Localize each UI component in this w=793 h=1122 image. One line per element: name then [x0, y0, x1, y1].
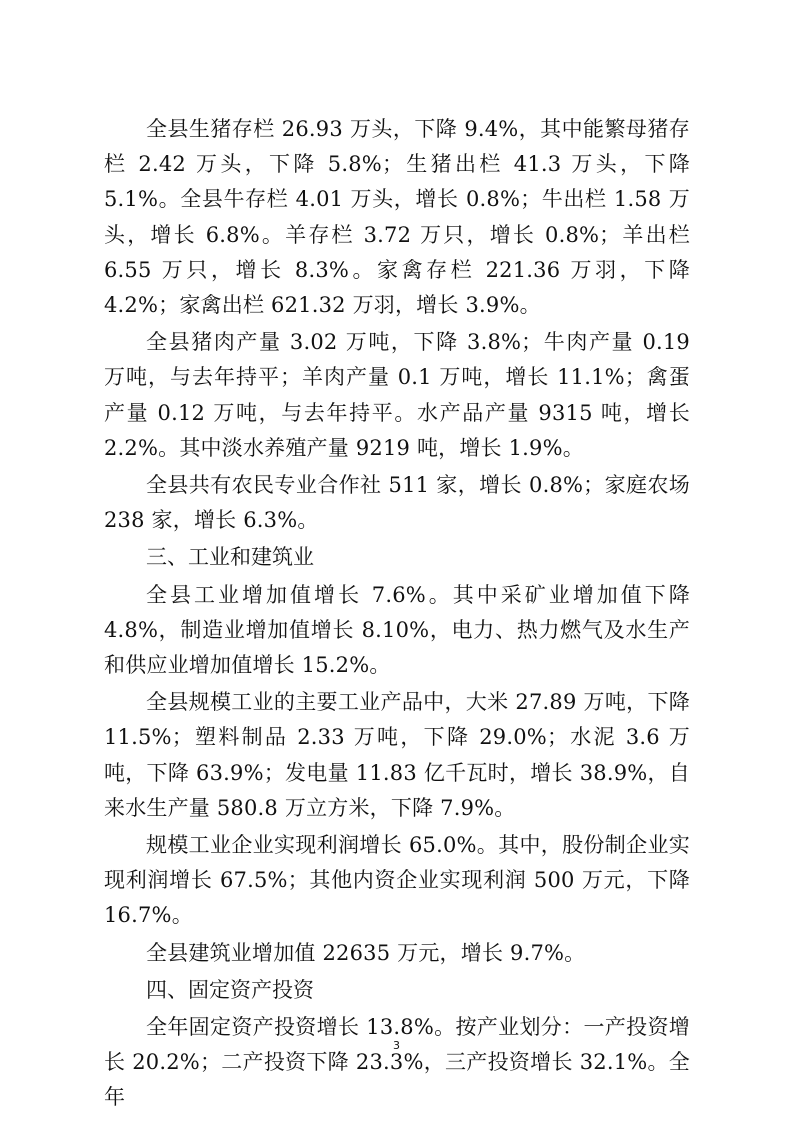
paragraph-construction: 全县建筑业增加值 22635 万元，增长 9.7%。 — [146, 940, 586, 965]
section-heading-industry: 三、工业和建筑业 — [146, 545, 314, 570]
paragraph-fixed-investment: 全年固定资产投资增长 13.8%。按产业划分：一产投资增长 20.2%；二产投资下降 23.3%，三产投资增长 32.1%。全年 — [104, 1015, 690, 1110]
paragraph-meat-output: 全县猪肉产量 3.02 万吨，下降 3.8%；牛肉产量 0.19 万吨，与去年持平；羊肉产量 0.1 万吨，增长 11.1%；禽蛋产量 0.12 万吨，与去年持平。水产品产量 9315 吨，增长 2.2%。其中淡水养殖产量 9219 吨，增长 1.9%。 — [104, 330, 690, 460]
paragraph-livestock: 全县生猪存栏 26.93 万头，下降 9.4%，其中能繁母猪存栏 2.42 万头，下降 5.8%；生猪出栏 41.3 万头，下降 5.1%。全县牛存栏 4.01 万头，增长 0.8%；牛出栏 1.58 万头，增长 6.8%。羊存栏 3.72 万只，增长 0.8%；羊出栏 6.55 万只，增长 8.3%。家禽存栏 221.36 万羽，下降 4.2%；家禽出栏 621.32 万羽，增长 3.9%。 — [104, 117, 690, 318]
paragraph-cooperatives: 全县共有农民专业合作社 511 家，增长 0.8%；家庭农场 238 家，增长 6.3%。 — [104, 473, 690, 533]
document-body — [104, 112, 690, 1118]
page-number: 3 — [393, 1039, 400, 1052]
paragraph-industrial-profit: 规模工业企业实现利润增长 65.0%。其中，股份制企业实现利润增长 67.5%；其他内资企业实现利润 500 万元，下降 16.7%。 — [104, 833, 690, 928]
section-heading-investment: 四、固定资产投资 — [146, 977, 314, 1002]
paragraph-industrial-products: 全县规模工业的主要工业产品中，大米 27.89 万吨，下降 11.5%；塑料制品 2.33 万吨，下降 29.0%；水泥 3.6 万吨，下降 63.9%；发电量 11.83 亿千瓦时，增长 38.9%，自来水生产量 580.8 万立方米，下降 7.9%。 — [104, 690, 690, 820]
paragraph-industry-added-value: 全县工业增加值增长 7.6%。其中采矿业增加值下降 4.8%，制造业增加值增长 8.10%，电力、热力燃气及水生产和供应业增加值增长 15.2%。 — [104, 582, 690, 678]
